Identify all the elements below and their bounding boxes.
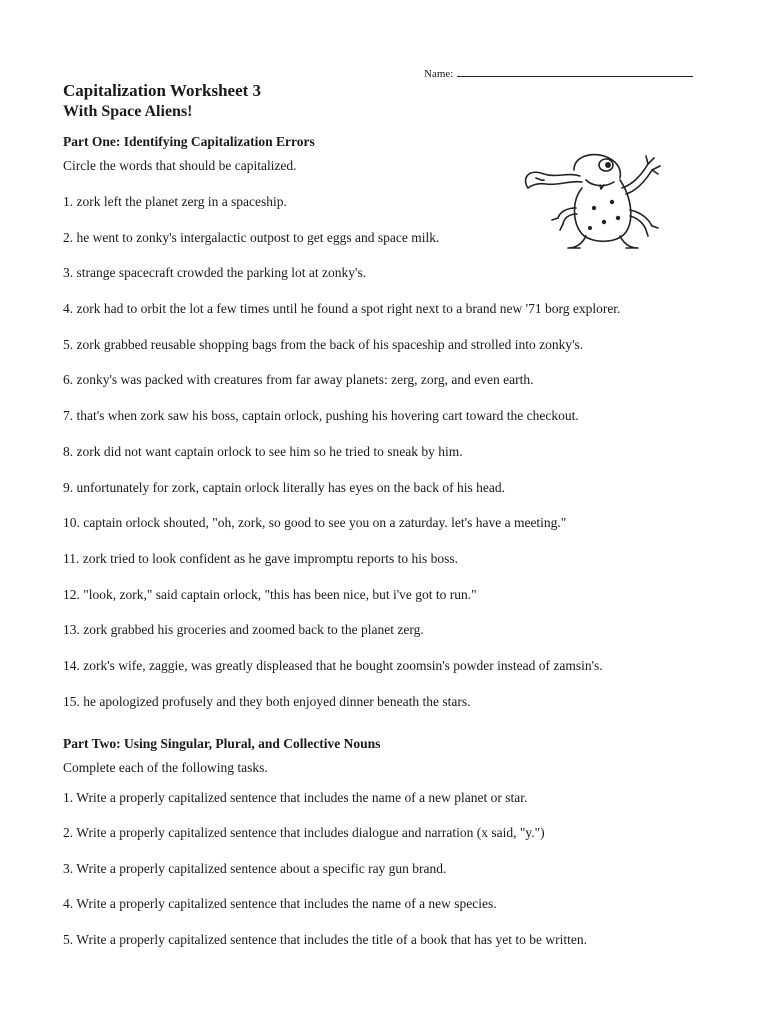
name-field[interactable] xyxy=(424,66,693,80)
alien-icon xyxy=(522,148,668,252)
part-two-item: 5. Write a properly capitalized sentence that includes the title of a book that has yet to be written. xyxy=(63,932,588,947)
part-one-item: 14. zork's wife, zaggie, was greatly displeased that he bought zoomsin's powder instead of zamsin's. xyxy=(63,658,603,673)
part-one-item: 11. zork tried to look confident as he gave impromptu reports to his boss. xyxy=(63,551,459,566)
part-one-item: 12. "look, zork," said captain orlock, "this has been nice, but i've got to run." xyxy=(63,587,477,602)
worksheet-subtitle: With Space Aliens! xyxy=(63,103,193,120)
part-two-heading: Part Two: Using Singular, Plural, and Collective Nouns xyxy=(63,736,381,751)
part-one-item: 13. zork grabbed his groceries and zoomed back to the planet zerg. xyxy=(63,622,424,637)
part-one-item: 15. he apologized profusely and they both enjoyed dinner beneath the stars. xyxy=(63,694,471,709)
part-one-item: 2. he went to zonky's intergalactic outpost to get eggs and space milk. xyxy=(63,230,440,245)
part-two-item: 3. Write a properly capitalized sentence about a specific ray gun brand. xyxy=(63,861,447,876)
part-two-instruction: Complete each of the following tasks. xyxy=(63,760,268,775)
part-one-item: 1. zork left the planet zerg in a spaceship. xyxy=(63,194,287,209)
part-one-item: 5. zork grabbed reusable shopping bags from the back of his spaceship and strolled into zonky's. xyxy=(63,337,584,352)
part-one-item: 7. that's when zork saw his boss, captain orlock, pushing his hovering cart toward the checkout. xyxy=(63,408,579,423)
part-two-item: 4. Write a properly capitalized sentence that includes the name of a new species. xyxy=(63,896,497,911)
part-one-item: 8. zork did not want captain orlock to see him so he tried to sneak by him. xyxy=(63,444,463,459)
worksheet-title: Capitalization Worksheet 3 xyxy=(63,81,262,100)
part-one-item: 6. zonky's was packed with creatures from far away planets: zerg, zorg, and even earth. xyxy=(63,372,534,387)
part-one-heading: Part One: Identifying Capitalization Errors xyxy=(63,134,315,149)
part-one-item: 10. captain orlock shouted, "oh, zork, so good to see you on a zaturday. let's have a meeting." xyxy=(63,515,567,530)
part-one-item: 3. strange spacecraft crowded the parking lot at zonky's. xyxy=(63,265,367,280)
part-two-item: 1. Write a properly capitalized sentence that includes the name of a new planet or star. xyxy=(63,790,528,805)
part-one-item: 9. unfortunately for zork, captain orlock literally has eyes on the back of his head. xyxy=(63,480,505,495)
name-label: Name: xyxy=(424,68,454,80)
part-one-instruction: Circle the words that should be capitalized. xyxy=(63,158,297,173)
name-blank-line[interactable] xyxy=(457,66,693,77)
part-two-item: 2. Write a properly capitalized sentence that includes dialogue and narration (x said, "y.") xyxy=(63,825,545,840)
part-one-item: 4. zork had to orbit the lot a few times until he found a spot right next to a brand new '71 borg explorer. xyxy=(63,301,621,316)
